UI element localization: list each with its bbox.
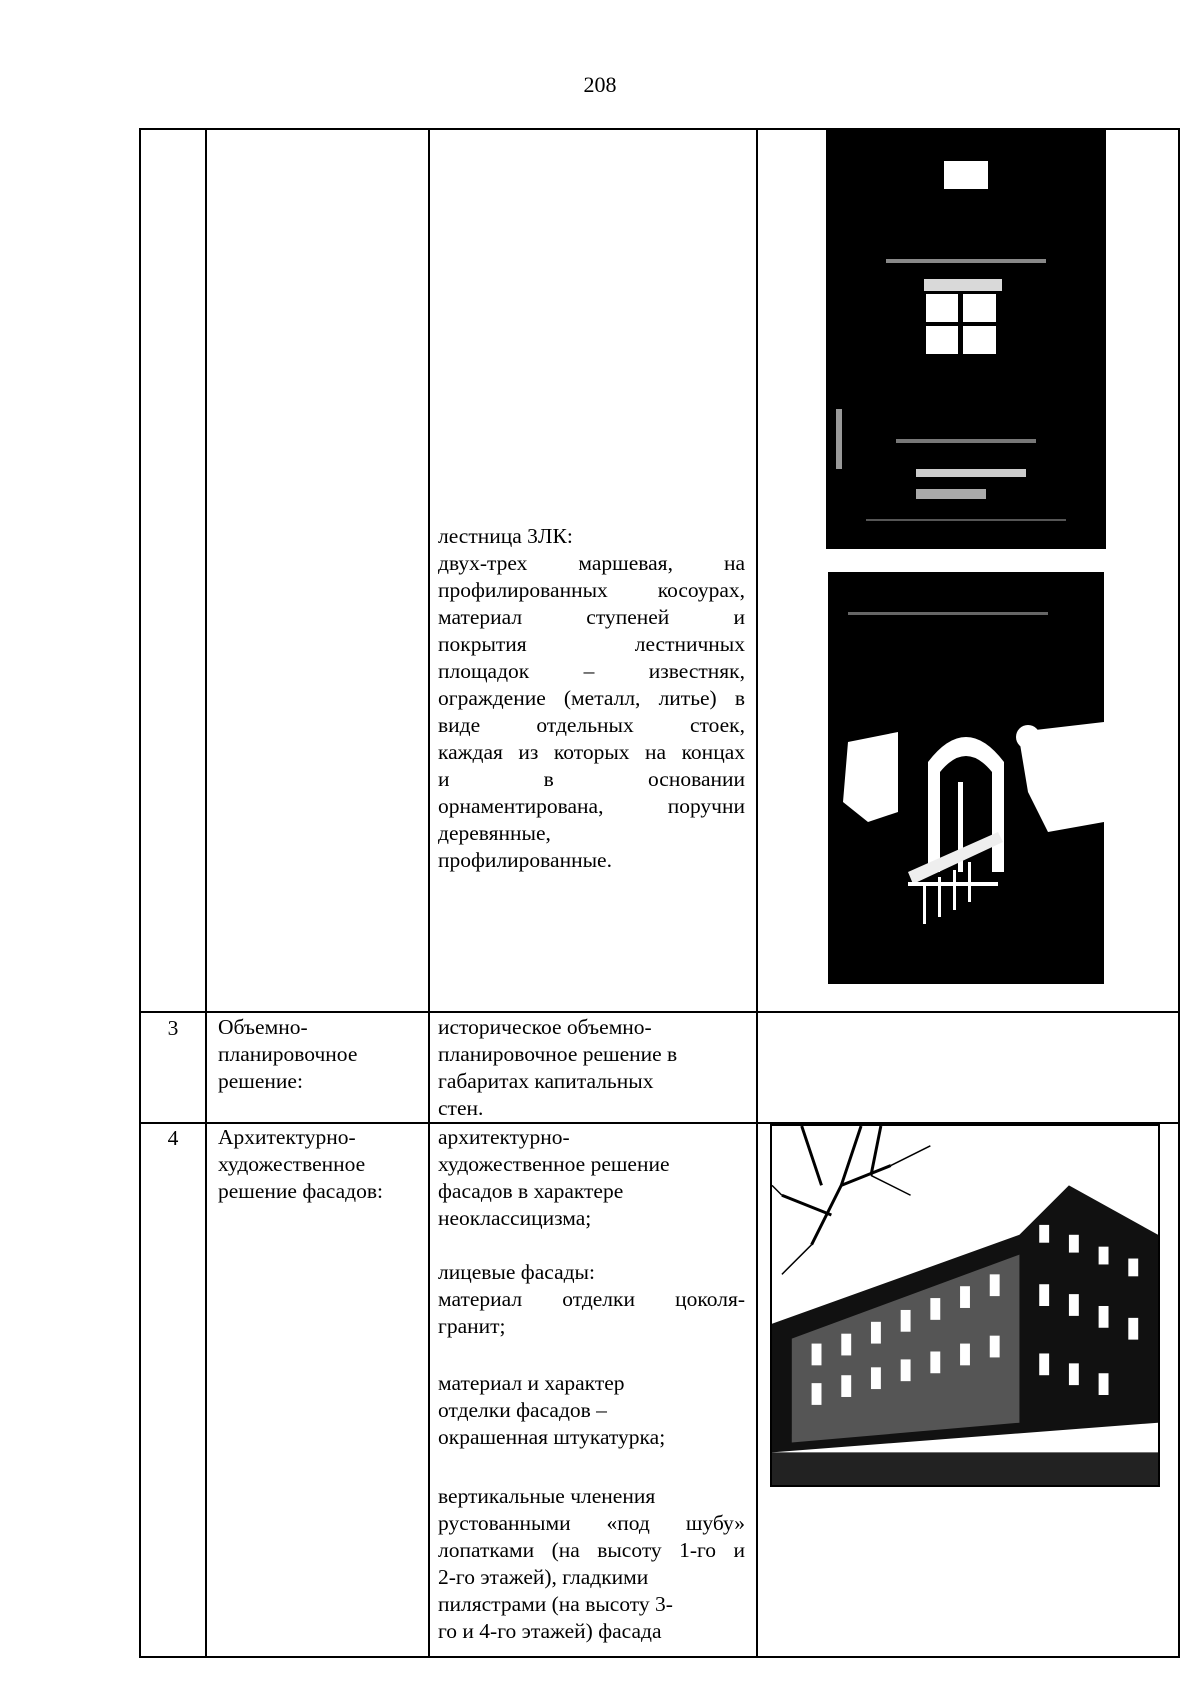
description-line: профилированных косоурах, (438, 578, 745, 602)
name-line: решение фасадов: (218, 1179, 383, 1203)
description-line: го и 4-го этажей) фасада (438, 1619, 662, 1643)
description-line: лицевые фасады: (438, 1260, 595, 1284)
description-line: лопатками (на высоту 1-го и (438, 1538, 745, 1562)
name-line: планировочное (218, 1042, 358, 1066)
name-line: Объемно- (218, 1015, 308, 1039)
description-line: площадок – известняк, (438, 659, 745, 683)
description-line: окрашенная штукатурка; (438, 1425, 666, 1449)
description-line: архитектурно- (438, 1125, 570, 1149)
column-divider-1 (205, 128, 207, 1658)
description-line: художественное решение (438, 1152, 670, 1176)
description-line: деревянные, (438, 821, 551, 845)
facade-description-block-1 (438, 1124, 745, 1232)
column-divider-3 (756, 128, 758, 1658)
description-line: гранит; (438, 1314, 506, 1338)
facade-description-block-4 (438, 1483, 745, 1645)
page-number: 208 (583, 72, 617, 97)
description-line: вертикальные членения (438, 1484, 656, 1508)
staircase-description (438, 523, 745, 874)
description-line: материал отделки цоколя- (438, 1287, 745, 1311)
table-right-border (1178, 128, 1180, 1658)
description-line: неоклассицизма; (438, 1206, 592, 1230)
description-line: пилястрами (на высоту 3- (438, 1592, 673, 1616)
facade-description-block-3 (438, 1370, 745, 1451)
description-line: 2-го этажей), гладкими (438, 1565, 649, 1589)
table-left-border (139, 128, 141, 1658)
description-line: отделки фасадов – (438, 1398, 607, 1422)
description-line: профилированные. (438, 848, 612, 872)
name-line: художественное (218, 1152, 366, 1176)
description-line: виде отдельных стоек, (438, 713, 745, 737)
row-name (218, 1124, 423, 1205)
description-line: двух-трех маршевая, на (438, 551, 745, 575)
description-line: и в основании (438, 767, 745, 791)
description-line: орнаментирована, поручни (438, 794, 745, 818)
description-line: фасадов в характере (438, 1179, 624, 1203)
description-line: лестница 3ЛК: (438, 524, 573, 548)
description-line: материал и характер (438, 1371, 625, 1395)
description-line: рустованными «под шубу» (438, 1511, 745, 1535)
facade-description-block-2 (438, 1259, 745, 1340)
description-line: покрытия лестничных (438, 632, 745, 656)
description-line: стен. (438, 1096, 484, 1120)
description-line: габаритах капитальных (438, 1069, 654, 1093)
row-name (218, 1014, 423, 1095)
description-line: материал ступеней и (438, 605, 745, 629)
name-line: решение: (218, 1069, 303, 1093)
column-divider-2 (428, 128, 430, 1658)
row-number: 4 (167, 1126, 179, 1150)
description-line: планировочное решение в (438, 1042, 678, 1066)
description-line: ограждение (металл, литье) в (438, 686, 745, 710)
row-description (438, 1014, 745, 1122)
name-line: Архитектурно- (218, 1125, 356, 1149)
description-line: историческое объемно- (438, 1015, 652, 1039)
staircase-upper-photo (826, 129, 1106, 549)
row-divider-3 (139, 1011, 1180, 1013)
facade-photo (770, 1124, 1160, 1487)
row-number: 3 (167, 1016, 179, 1040)
staircase-lower-photo (828, 572, 1104, 984)
description-line: каждая из которых на концах (438, 740, 745, 764)
table-bottom-border (139, 1656, 1180, 1658)
